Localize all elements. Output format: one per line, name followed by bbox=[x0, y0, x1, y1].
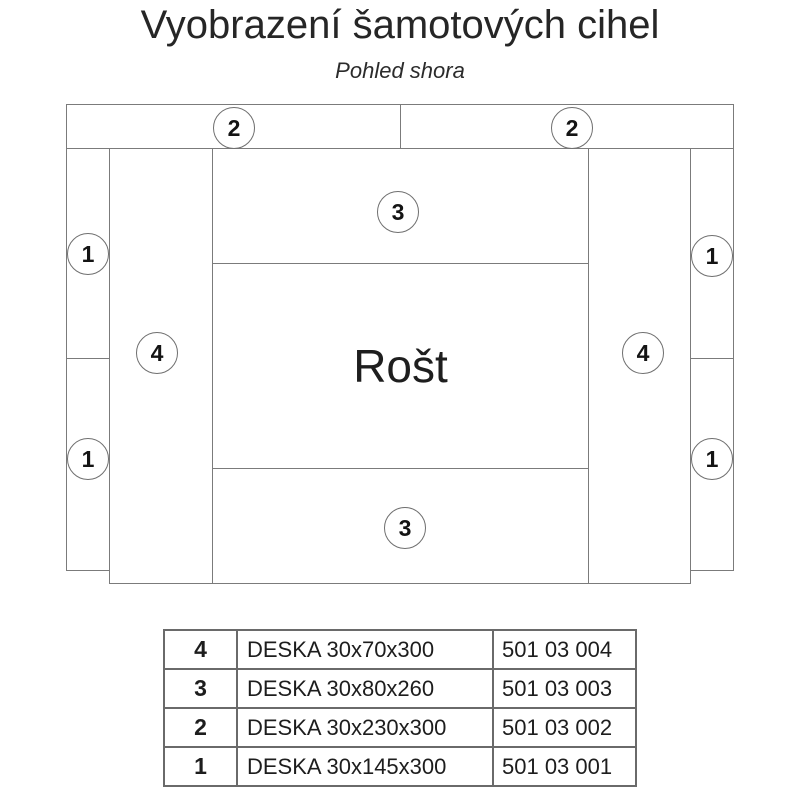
part-name-cell: DESKA 30x80x260 bbox=[237, 669, 493, 708]
callout-3-bottom: 3 bbox=[384, 507, 426, 549]
callout-1-right-bottom: 1 bbox=[691, 438, 733, 480]
table-row bbox=[164, 669, 636, 708]
table-row bbox=[164, 747, 636, 786]
table-row bbox=[164, 630, 636, 669]
grate-area bbox=[212, 263, 589, 469]
part-code-cell: 501 03 003 bbox=[493, 669, 636, 708]
part-code-cell: 501 03 002 bbox=[493, 708, 636, 747]
callout-4-left: 4 bbox=[136, 332, 178, 374]
part-name-cell: DESKA 30x145x300 bbox=[237, 747, 493, 786]
page-subtitle: Pohled shora bbox=[335, 58, 465, 83]
callout-2-right: 2 bbox=[551, 107, 593, 149]
part-code-cell: 501 03 004 bbox=[493, 630, 636, 669]
callout-4-right: 4 bbox=[622, 332, 664, 374]
part-code-cell: 501 03 001 bbox=[493, 747, 636, 786]
part-ref-cell: 1 bbox=[164, 747, 237, 786]
part-ref-cell: 2 bbox=[164, 708, 237, 747]
part-ref-cell: 4 bbox=[164, 630, 237, 669]
page-title: Vyobrazení šamotových cihel bbox=[140, 3, 660, 47]
callout-1-right-top: 1 bbox=[691, 235, 733, 277]
grate-label: Rošt bbox=[353, 340, 448, 392]
part-name-cell: DESKA 30x70x300 bbox=[237, 630, 493, 669]
callout-2-left: 2 bbox=[213, 107, 255, 149]
callout-1-left-bottom: 1 bbox=[67, 438, 109, 480]
part-name-cell: DESKA 30x230x300 bbox=[237, 708, 493, 747]
callout-3-top: 3 bbox=[377, 191, 419, 233]
parts-table bbox=[163, 629, 637, 787]
table-row bbox=[164, 708, 636, 747]
part-ref-cell: 3 bbox=[164, 669, 237, 708]
callout-1-left-top: 1 bbox=[67, 233, 109, 275]
